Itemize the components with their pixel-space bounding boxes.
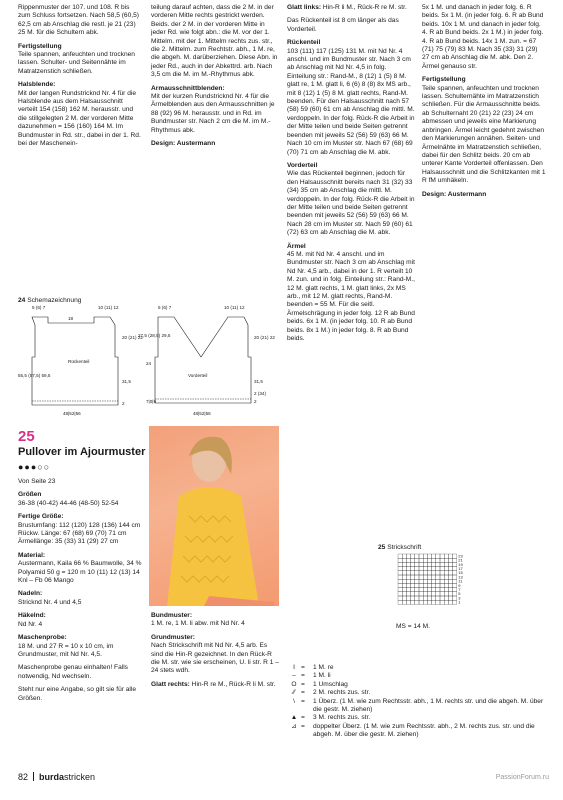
- legend-text: 1 M. li: [313, 672, 331, 680]
- chart-cell: [453, 562, 457, 566]
- chart-cell: [415, 600, 419, 604]
- chart-cell: [453, 596, 457, 600]
- heading-fertigstellung: Fertigstellung: [422, 76, 466, 84]
- legend-symbol: I: [293, 664, 295, 671]
- chart-cell: [402, 571, 406, 575]
- paragraph: 36-38 (40-42) 44-46 (48-50) 52-54: [18, 499, 119, 507]
- chart-cell: [398, 588, 402, 592]
- chart-cell: [453, 588, 457, 592]
- chart-cell: [432, 567, 436, 571]
- chart-cell: [411, 567, 415, 571]
- chart-cell: [419, 554, 423, 558]
- dim-width: 48|52|56: [193, 411, 211, 416]
- chart-cell: [419, 575, 423, 579]
- chart-cell: [415, 562, 419, 566]
- chart-cell: [423, 575, 427, 579]
- chart-cell: [406, 558, 410, 562]
- chart-cell: [440, 579, 444, 583]
- heading-haekelnd: Häkelnd:: [18, 612, 46, 620]
- chart-cell: [444, 600, 448, 604]
- design-credit: Design: Austermann: [422, 190, 487, 198]
- legend-equals: =: [301, 689, 305, 697]
- chart-cell: [411, 575, 415, 579]
- heading-rueckenteil: Rückenteil: [287, 39, 321, 47]
- chart-cell: [423, 583, 427, 587]
- chart-cell: [436, 596, 440, 600]
- chart-cell: [398, 600, 402, 604]
- chart-cell: [436, 583, 440, 587]
- chart-cell: [402, 567, 406, 571]
- chart-cell: [427, 579, 431, 583]
- chart-cell: [444, 571, 448, 575]
- column-1: [18, 4, 143, 149]
- paragraph: 18 M. und 27 R = 10 x 10 cm, im Grundmuster, mit Nd Nr. 4,5.: [18, 642, 114, 658]
- paragraph: Nach Strickschrift mit Nd Nr. 4,5 arb. Es sind die Hin-R gezeichnet. In den Rück-R die M. str. wie sie erscheinen, U. li str. R 1 – 24 stets wdh.: [151, 642, 279, 675]
- chart-cell: [411, 579, 415, 583]
- dim-rib: 2: [254, 399, 257, 404]
- legend-symbol: O: [291, 680, 297, 688]
- legend-item: [287, 698, 547, 715]
- chart-cell: [440, 567, 444, 571]
- difficulty-rating: ●●●○○: [18, 462, 51, 472]
- paragraph: Mit der kurzen Rundstricknd Nr. 4 für die Ärmelblenden aus den Armausschnitten je 88 (92) 96 M. herausstr. und in Rd. im Bundmuster str. Nach 2 cm die M. im M.-Rhythmus abk.: [151, 93, 275, 134]
- chart-cell: [423, 558, 427, 562]
- chart-cell: [398, 554, 402, 558]
- chart-cell: [444, 596, 448, 600]
- chart-row-label: 7: [458, 587, 461, 592]
- chart-cell: [411, 600, 415, 604]
- paragraph: Teile spannen, anfeuchten und trocknen lassen. Schulternähte im Matratzenstich schließen. Für die Armausschnitte beids. ab Schulternaht 20 (21) 22 (23) 24 cm abmessen und jeweils eine Markierung anbringen. Ärmel leicht gedehnt zwischen den Markierungen annähen. Seiten- und Ärmelnähte im Matratzenstich schließen, dabei für den Schlitz beids. 20 cm ab unterer Kante Vorderteil offenlassen. Den Halsausschnitt und die Schlitzkanten mit 1 R fM umhäkeln.: [422, 84, 546, 185]
- chart-cell: [427, 554, 431, 558]
- chart-row-label: 11: [458, 578, 463, 584]
- chart-cell: [432, 583, 436, 587]
- chart-row-label: 1: [458, 599, 461, 605]
- legend-symbol: ⁄⁄: [292, 689, 296, 697]
- chart-cell: [415, 567, 419, 571]
- heading-halsblende: Halsblende:: [18, 81, 56, 89]
- chart-cell: [440, 575, 444, 579]
- front-outline: [155, 317, 251, 403]
- dim-width: 48|52|56: [63, 411, 81, 416]
- chart-cell: [402, 588, 406, 592]
- chart-cell: [440, 592, 444, 596]
- chart-cell: [448, 592, 452, 596]
- chart-cell: [406, 596, 410, 600]
- chart-cell: [453, 567, 457, 571]
- chart-cell: [448, 579, 452, 583]
- heading-vorderteil: Vorderteil: [287, 161, 318, 169]
- legend-text: 3 M. rechts zus. str.: [313, 714, 371, 722]
- chart-cell: [411, 562, 415, 566]
- watermark: PassionForum.ru: [495, 774, 549, 781]
- chart-cell: [406, 562, 410, 566]
- dim-depth: 24: [146, 361, 152, 366]
- chart-cell: [406, 583, 410, 587]
- symbol-legend: [287, 664, 547, 740]
- chart-cell: [398, 558, 402, 562]
- legend-text: 2 M. rechts zus. str.: [313, 689, 371, 697]
- chart-cell: [432, 554, 436, 558]
- chart-cell: [444, 558, 448, 562]
- heading-glatt-links: Glatt links:: [287, 4, 322, 11]
- chart-cell: [423, 592, 427, 596]
- dim-slit: 2 (34): [254, 391, 267, 396]
- chart-cell: [444, 583, 448, 587]
- chart-cell: [444, 588, 448, 592]
- paragraph: 1 M. re, 1 M. li abw. mit Nd Nr. 4: [151, 620, 245, 628]
- chart-cell: [406, 567, 410, 571]
- dim-top: 5 (6) 7: [158, 305, 172, 310]
- chart-cell: [432, 562, 436, 566]
- page-number: 82: [18, 772, 29, 782]
- brand-logo: burda: [39, 772, 65, 782]
- legend-equals: =: [301, 680, 305, 688]
- chart-cell: [398, 596, 402, 600]
- chart-cell: [415, 571, 419, 575]
- chart-row-label: 13: [458, 574, 463, 580]
- chart-repeat-label: MS = 14 M.: [396, 623, 430, 630]
- chart-cell: [411, 596, 415, 600]
- heading-bundmuster: Bundmuster:: [151, 612, 193, 619]
- chart-cell: [448, 575, 452, 579]
- chart-cell: [415, 575, 419, 579]
- chart-cell: [423, 588, 427, 592]
- chart-row-label: 5: [458, 591, 461, 597]
- chart-cell: [453, 558, 457, 562]
- legend-symbol: –: [292, 672, 296, 680]
- column-2: [151, 4, 279, 149]
- brand-suffix: stricken: [64, 772, 96, 782]
- heading-armausschnittblenden: Armausschnittblenden:: [151, 84, 225, 92]
- chart-row-label: 21: [458, 557, 463, 563]
- front-label: Vorderteil: [188, 373, 208, 378]
- chart-cell: [419, 592, 423, 596]
- chart-cell: [444, 592, 448, 596]
- chart-cell: [402, 592, 406, 596]
- legend-item: [287, 664, 547, 672]
- paragraph: Mit der langen Rundstricknd Nr. 4 für die Halsblende aus dem Halsausschnitt verteilt 154 (158) 162 M. herausstr. und die stillgelegten 2 M. der vorderen Mitte dazunehmen = 156 (160) 164 M. Im Bundmuster in Rd. str., dabei in der 1. Rd. bei der Maschenein-: [18, 89, 141, 148]
- chart-cell: [411, 558, 415, 562]
- chart-cell: [402, 600, 406, 604]
- legend-equals: =: [301, 714, 305, 722]
- legend-equals: =: [301, 722, 305, 730]
- chart-cell: [427, 588, 431, 592]
- chart-cell: [419, 583, 423, 587]
- heading-fertigstellung: Fertigstellung: [18, 42, 62, 50]
- chart-cell: [453, 579, 457, 583]
- chart-cell: [448, 558, 452, 562]
- chart-cell: [419, 571, 423, 575]
- legend-item: [287, 672, 547, 680]
- paragraph: Austermann, Kaila 66 % Baumwolle, 34 % Polyamid 50 g = 120 m 10 (11) 12 (13) 14 Knl – Fb 06 Mango: [18, 560, 142, 585]
- chart-cell: [440, 600, 444, 604]
- pattern-title: Pullover im Ajourmuster: [18, 446, 146, 458]
- chart-cell: [444, 575, 448, 579]
- chart-cell: [436, 567, 440, 571]
- dim-rib: 2: [122, 401, 125, 406]
- chart-cell: [427, 600, 431, 604]
- chart-cell: [436, 571, 440, 575]
- paragraph: Hin-R li M., Rück-R re M. str.: [321, 4, 407, 11]
- chart-cell: [453, 575, 457, 579]
- paragraph: 5x 1 M. und danach in jeder folg. 6. R beids. 5x 1 M. (in jeder folg. 6. R ab Bund beids. 10x 1 M. und danach in jeder folg. 4. R ab Bund beids. 2x 1 M.) in jeder folg. 4. R ab Bund beids. 14x 1 M. zun. = 67 (71) 75 (79) 83 M. Nach 35 (33) 31 (29) 27 cm ab Anschlag die M. abk. Den 2. Ärmel genauso str.: [422, 4, 544, 70]
- chart-cell: [415, 558, 419, 562]
- chart-cell: [423, 596, 427, 600]
- chart-cell: [436, 562, 440, 566]
- chart-cell: [398, 575, 402, 579]
- chart-row-label: 3: [458, 595, 461, 601]
- chart-cell: [419, 600, 423, 604]
- chart-cell: [453, 554, 457, 558]
- paragraph: Teile spannen, anfeuchten und trocknen lassen. Schulter- und Seitennähte im Matratzenstich schließen.: [18, 51, 135, 75]
- chart-cell: [415, 592, 419, 596]
- chart-cell: [432, 596, 436, 600]
- chart-cell: [440, 596, 444, 600]
- dim-bottom: 7|0|9: [146, 399, 157, 404]
- chart-cell: [419, 567, 423, 571]
- chart-cell: [427, 567, 431, 571]
- legend-item: [287, 689, 547, 697]
- knitting-chart: [396, 552, 462, 618]
- chart-cell: [436, 554, 440, 558]
- chart-cell: [453, 600, 457, 604]
- chart-cell: [423, 562, 427, 566]
- chart-cell: [436, 592, 440, 596]
- chart-cell: [419, 579, 423, 583]
- page-footer: [18, 772, 95, 782]
- legend-text: 1 M. re: [313, 664, 334, 671]
- chart-cell: [448, 567, 452, 571]
- dim-lower: 31,5: [254, 379, 263, 384]
- chart-cell: [448, 588, 452, 592]
- chart-cell: [402, 596, 406, 600]
- chart-cell: [419, 588, 423, 592]
- chart-row-label: 19: [458, 561, 463, 567]
- chart-cell: [406, 592, 410, 596]
- chart-cell: [406, 571, 410, 575]
- chart-cell: [448, 583, 452, 587]
- chart-cell: [448, 554, 452, 558]
- design-credit: Design: Austermann: [151, 140, 216, 148]
- legend-text: doppelter Überz. (1 M. wie zum Rechtsstr. abh., 2 M. rechts zus. str. und die abgeh. M. über die gestr. M. ziehen): [313, 722, 535, 739]
- chart-cell: [427, 592, 431, 596]
- chart-cell: [415, 579, 419, 583]
- chart-cell: [432, 600, 436, 604]
- back-label: Rückenteil: [68, 359, 90, 364]
- chart-cell: [453, 571, 457, 575]
- chart-cell: [419, 596, 423, 600]
- chart-cell: [427, 575, 431, 579]
- chart-cell: [411, 588, 415, 592]
- chart-cell: [415, 583, 419, 587]
- chart-cell: [448, 596, 452, 600]
- chart-cell: [406, 600, 410, 604]
- chart-cell: [398, 562, 402, 566]
- paragraph: Brustumfang: 112 (120) 128 (136) 144 cm Rückw. Länge: 67 (68) 69 (70) 71 cm Ärmellänge: 35 (33) 31 (29) 27 cm: [18, 521, 141, 546]
- chart-cell: [440, 562, 444, 566]
- chart-cell: [436, 579, 440, 583]
- chart-cell: [427, 596, 431, 600]
- paragraph: Rippenmuster der 107. und 108. R bis zum Schluss fortsetzen. Nach 58,5 (60,5) 62,5 cm ab Anschlag die restl. je 21 (23) 25 M. für die Schultern abk.: [18, 4, 139, 37]
- chart-cell: [411, 583, 415, 587]
- chart-cell: [398, 571, 402, 575]
- chart-cell: [427, 562, 431, 566]
- chart-cell: [444, 567, 448, 571]
- chart-cell: [402, 554, 406, 558]
- chart-cell: [436, 588, 440, 592]
- heading-fertige-groesse: Fertige Größe:: [18, 513, 64, 521]
- chart-cell: [427, 583, 431, 587]
- heading-glatt-rechts: Glatt rechts:: [151, 680, 190, 688]
- column-3: [287, 4, 415, 343]
- chart-cell: [432, 575, 436, 579]
- chart-cell: [427, 571, 431, 575]
- chart-cell: [411, 592, 415, 596]
- chart-cell: [444, 562, 448, 566]
- legend-equals: =: [301, 664, 305, 671]
- paragraph: Hin-R re M., Rück-R li M. str.: [189, 680, 276, 688]
- paragraph: Maschenprobe genau einhalten! Falls notwendig, Nd wechseln.: [18, 664, 128, 680]
- chart-cell: [402, 579, 406, 583]
- pattern-number: 25: [18, 428, 35, 445]
- dim-armhole: 20 (21) 22: [122, 335, 143, 340]
- dim-neck: 27,5 (28,5) 29,5: [138, 333, 171, 338]
- chart-cell: [423, 571, 427, 575]
- chart-cell: [402, 558, 406, 562]
- chart-row-label: 23: [458, 553, 463, 559]
- chart-cell: [432, 588, 436, 592]
- heading-nadeln: Nadeln:: [18, 590, 43, 598]
- chart-cell: [423, 567, 427, 571]
- chart-cell: [448, 571, 452, 575]
- page-reference: Von Seite 23: [18, 478, 56, 485]
- chart-cell: [406, 579, 410, 583]
- chart-cell: [415, 588, 419, 592]
- chart-cell: [440, 588, 444, 592]
- chart-cell: [453, 583, 457, 587]
- heading-aermel: Ärmel: [287, 242, 306, 250]
- chart-cell: [419, 562, 423, 566]
- legend-symbol: ⊿: [291, 722, 297, 730]
- chart-cell: [411, 571, 415, 575]
- chart-cell: [440, 571, 444, 575]
- chart-cell: [440, 583, 444, 587]
- pattern-details: [18, 478, 143, 703]
- chart-row-label: 15: [458, 570, 463, 576]
- legend-symbol: ▲: [290, 714, 298, 722]
- heading-material: Material:: [18, 551, 46, 559]
- heading-groessen: Größen: [18, 491, 42, 499]
- chart-cell: [440, 554, 444, 558]
- model-photo: [149, 426, 279, 606]
- paragraph: Steht nur eine Angabe, so gilt sie für alle Größen.: [18, 686, 137, 702]
- dim-lower: 31,5: [122, 379, 131, 384]
- chart-cell: [448, 600, 452, 604]
- chart-cell: [432, 558, 436, 562]
- chart-cell: [432, 592, 436, 596]
- chart-cell: [398, 592, 402, 596]
- chart-row-label: 9: [458, 582, 461, 588]
- chart-row-label: 17: [458, 566, 463, 571]
- chart-cell: [427, 558, 431, 562]
- chart-cell: [398, 567, 402, 571]
- legend-text: 1 Umschlag: [313, 680, 348, 688]
- paragraph: Stricknd Nr. 4 und 4,5: [18, 598, 82, 606]
- legend-item: [287, 723, 547, 740]
- chart-title: 25 Strickschrift: [378, 544, 422, 551]
- pattern-stitches: [151, 612, 279, 689]
- legend-item: [287, 714, 547, 722]
- chart-cell: [411, 554, 415, 558]
- chart-cell: [436, 558, 440, 562]
- schema-drawing: [18, 297, 278, 425]
- chart-cell: [432, 579, 436, 583]
- chart-cell: [402, 562, 406, 566]
- chart-cell: [415, 596, 419, 600]
- legend-equals: =: [301, 672, 305, 680]
- chart-cell: [406, 554, 410, 558]
- chart-cell: [448, 562, 452, 566]
- dim-armhole: 20 (21) 22: [254, 335, 275, 340]
- paragraph: Das Rückenteil ist 8 cm länger als das Vorderteil.: [287, 17, 399, 33]
- chart-cell: [406, 575, 410, 579]
- heading-maschenprobe: Maschenprobe:: [18, 634, 67, 642]
- paragraph: 45 M. mit Nd Nr. 4 anschl. und im Bundmuster str. Nach 3 cm ab Anschlag mit Nd Nr. 4,5 arb., dabei in der 1. R verteilt 10 M. zun. und in folg. Einteilung str.: Rand-M., 12 M. glatt rechts, 1 M. glatt links, 2x MS arb., mit 12 M. glatt rechts, Rand-M. beenden = 55 M. Für die seitl. Ärmelschrägung in jeder folg. 12 R ab Bund beids. 6x 1 M. (in jeder folg. 10. R ab Bund beids. 8x 1 M.) in jeder folg. 8. R ab Bund beids.: [287, 250, 415, 343]
- legend-text: 1 Überz. (1 M. wie zum Rechtsstr. abh., 1 M. rechts str. und die abgeh. M. über die gestr. M. ziehen): [313, 697, 544, 714]
- paragraph: Nd Nr. 4: [18, 620, 43, 628]
- chart-cell: [402, 575, 406, 579]
- heading-grundmuster: Grundmuster:: [151, 633, 195, 641]
- chart-cell: [423, 554, 427, 558]
- paragraph: 103 (111) 117 (125) 131 M. mit Nd Nr. 4 anschl. und im Bundmuster str. Nach 3 cm ab Anschlag mit Nd Nr. 4,5 in folg. Einteilung str.: Rand-M., 8 (12) 1 (5) 8 M. glatt re, 1 M. glatt li, 6 (6) 8 (8) 8x MS arb., mit 8 (12) 1 (5) 8 M. glatt rechts, Rand-M. beenden. Für den Halsausschnitt nach 57 (58) 59 (60) 61 cm ab Anschlag die mittl. M. verdoppeln. In der folg. Rück-R die Arbeit in der Mitte teilen und beide Seiten getrennt beenden mit jeweils 52 (56) 59 (63) 66 M. Nach 10 cm im Muster str. Nach 67 (68) 69 (70) 71 cm ab Anschlag die M. abk.: [287, 47, 415, 156]
- dim-top: 5 (6) 7: [32, 305, 46, 310]
- chart-cell: [436, 600, 440, 604]
- dim-shoulder: 10 (11) 12: [98, 305, 119, 310]
- legend-symbol: \: [293, 697, 295, 705]
- paragraph: Wie das Rückenteil beginnen, jedoch für den Halsausschnitt bereits nach 31 (32) 33 (34) 35 cm ab Anschlag die mittl. M. verdoppeln. In der folg. Rück-R die Arbeit in der Mitte teilen und beide Seiten getrennt beenden mit jeweils 52 (56) 59 (63) 66 M. Nach 28 cm im Muster str. Nach 59 (60) 61 (72) 63 cm ab Anschlag die M. abk.: [287, 170, 415, 237]
- chart-cell: [432, 571, 436, 575]
- chart-cell: [406, 588, 410, 592]
- legend-equals: =: [301, 697, 305, 705]
- legend-item: [287, 681, 547, 689]
- schema-title: 24 Schemazeichnung: [18, 297, 82, 304]
- chart-cell: [423, 579, 427, 583]
- chart-cell: [415, 554, 419, 558]
- chart-cell: [419, 558, 423, 562]
- chart-cell: [444, 554, 448, 558]
- chart-cell: [423, 600, 427, 604]
- column-4: [422, 4, 546, 199]
- dim-height: 55,5 (57,5) 59,5: [18, 373, 51, 378]
- chart-cell: [402, 583, 406, 587]
- chart-cell: [440, 558, 444, 562]
- chart-cell: [398, 583, 402, 587]
- paragraph: teilung darauf achten, dass die 2 M. in der vorderen Mitte rechts gestrickt werden. Beids. der 2 M. in der vorderen Mitte in jeder Rd. wie folgt abn.: die M. vor der 1. Mittelm. mit der 1. Mittelm rechts zus. str., die 2. Mittelm. zum Rechtstr. abh., 1 M. re, die abgeh. M. darüberziehen. Diese Abn. in jeder Rd., auch in der Abkettrd. arb. Nach 3,5 cm die M. im M.-Rhythmus abk.: [151, 4, 278, 79]
- dim-shoulder: 10 (11) 12: [224, 305, 245, 310]
- chart-cell: [453, 592, 457, 596]
- chart-cell: [444, 579, 448, 583]
- chart-cell: [436, 575, 440, 579]
- dim-neck: 18: [68, 316, 74, 321]
- chart-cell: [398, 579, 402, 583]
